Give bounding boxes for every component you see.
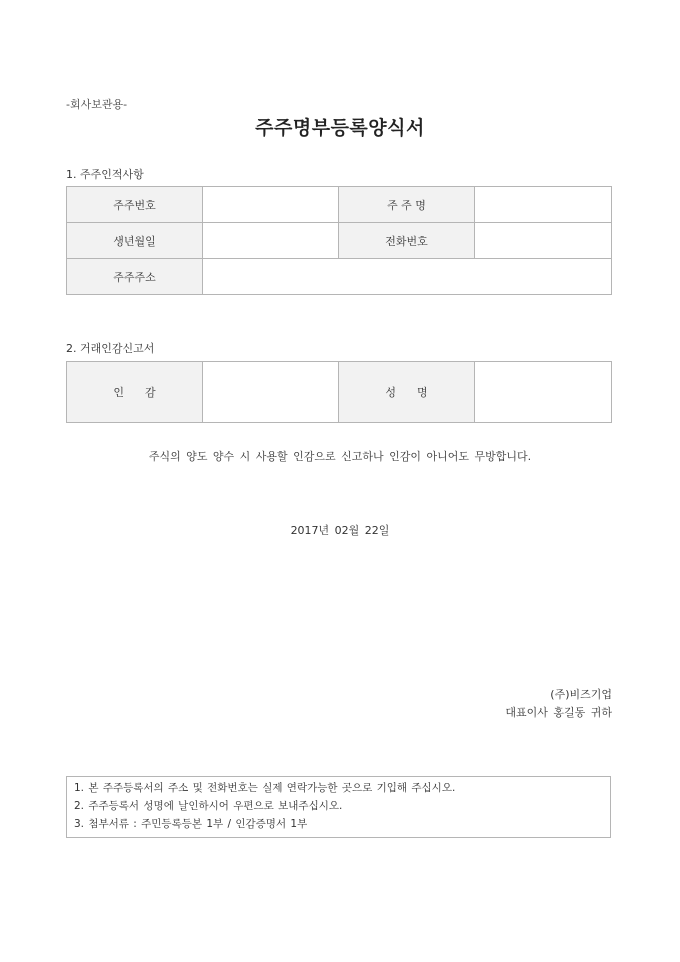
document-title: 주주명부등록양식서 — [255, 117, 425, 139]
document-date: 2017년 02월 22일 — [290, 524, 390, 537]
company-name: (주)비즈기업 — [550, 688, 612, 701]
seal-notice: 주식의 양도 양수 시 사용할 인감으로 신고하나 인감이 아니어도 무방합니다. — [148, 450, 532, 463]
section1-heading: 1. 주주인적사항 — [66, 168, 144, 181]
table-row — [67, 362, 612, 423]
seal-registration-table — [66, 361, 612, 423]
note-item: 1. 본 주주등록서의 주소 및 전화번호는 실제 연락가능한 곳으로 기입해 주십시오. — [74, 782, 456, 794]
table-row — [67, 259, 612, 295]
shareholder-info-table — [66, 186, 612, 295]
shareholder-name-field[interactable] — [475, 187, 612, 223]
phone-field[interactable] — [475, 223, 612, 259]
birthdate-field[interactable] — [203, 223, 339, 259]
birthdate-label: 생년월일 — [67, 223, 203, 259]
section2-heading: 2. 거래인감신고서 — [66, 342, 155, 355]
table-row — [67, 187, 612, 223]
shareholder-name-label: 주 주 명 — [339, 187, 475, 223]
seal-label: 인 감 — [67, 362, 203, 423]
note-item: 3. 첨부서류 : 주민등록등본 1부 / 인감증명서 1부 — [74, 818, 308, 830]
storage-label: -회사보관용- — [66, 98, 128, 111]
notes-box — [66, 776, 611, 838]
shareholder-number-label: 주주번호 — [67, 187, 203, 223]
table-row — [67, 223, 612, 259]
recipient-line: 대표이사 홍길동 귀하 — [505, 706, 612, 719]
shareholder-number-field[interactable] — [203, 187, 339, 223]
note-item: 2. 주주등록서 성명에 날인하시어 우편으로 보내주십시오. — [74, 800, 343, 812]
address-label: 주주주소 — [67, 259, 203, 295]
phone-label: 전화번호 — [339, 223, 475, 259]
seal-field[interactable] — [203, 362, 339, 423]
name-label: 성 명 — [339, 362, 475, 423]
address-field[interactable] — [203, 259, 612, 295]
name-field[interactable] — [475, 362, 612, 423]
